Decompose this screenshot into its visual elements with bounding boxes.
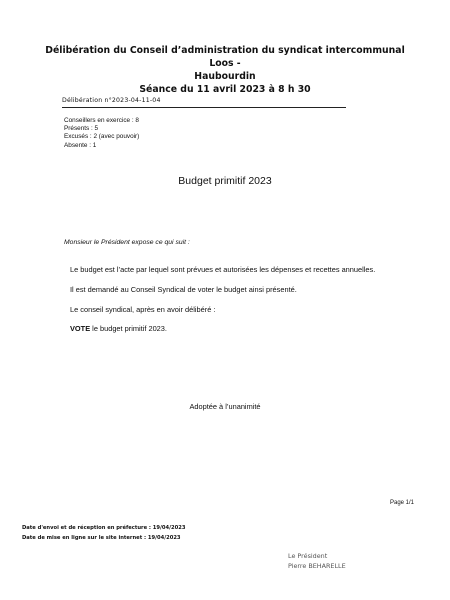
adoption-result: Adoptée à l’unanimité <box>189 402 261 411</box>
vote-text: le budget primitif 2023. <box>90 324 167 333</box>
subject-heading: Budget primitif 2023 <box>178 175 272 187</box>
excused-count: Excusés : 2 (avec pouvoir) <box>64 133 140 141</box>
councillors-in-office: Conseillers en exercice : 8 <box>64 117 139 124</box>
online-publication-date: Date de mise en ligne sur le site internet : 19/04/2023 <box>22 535 181 541</box>
page-number: Page 1/1 <box>390 500 415 506</box>
signer-name: Pierre BEHARELLE <box>288 562 346 570</box>
title-line-1: Délibération du Conseil d’administration du syndicat intercommunal Loos - <box>45 45 405 69</box>
absent-count: Absente : 1 <box>64 141 97 149</box>
paragraph-vote-request: Il est demandé au Conseil Syndical de voter le budget ainsi présenté. <box>70 285 297 294</box>
title-line-2: Haubourdin <box>194 71 256 82</box>
vote-keyword: VOTE <box>70 324 91 333</box>
attendance-block <box>64 117 139 150</box>
deliberation-reference: Délibération n°2023-04-11-04 <box>62 97 346 108</box>
vote-statement <box>70 324 167 333</box>
paragraph-deliberation: Le conseil syndical, après en avoir délibéré : <box>70 305 216 314</box>
present-count: Présents : 5 <box>64 125 99 133</box>
prefecture-date: Date d'envoi et de réception en préfecture : 19/04/2023 <box>22 525 186 531</box>
paragraph-budget-definition: Le budget est l’acte par lequel sont prévues et autorisées les dépenses et recettes annuelles. <box>70 265 376 274</box>
document-title <box>40 44 410 96</box>
president-intro: Monsieur le Président expose ce qui suit : <box>64 239 190 246</box>
session-date: Séance du 11 avril 2023 à 8 h 30 <box>139 84 311 95</box>
signer-role: Le Président <box>288 552 328 560</box>
